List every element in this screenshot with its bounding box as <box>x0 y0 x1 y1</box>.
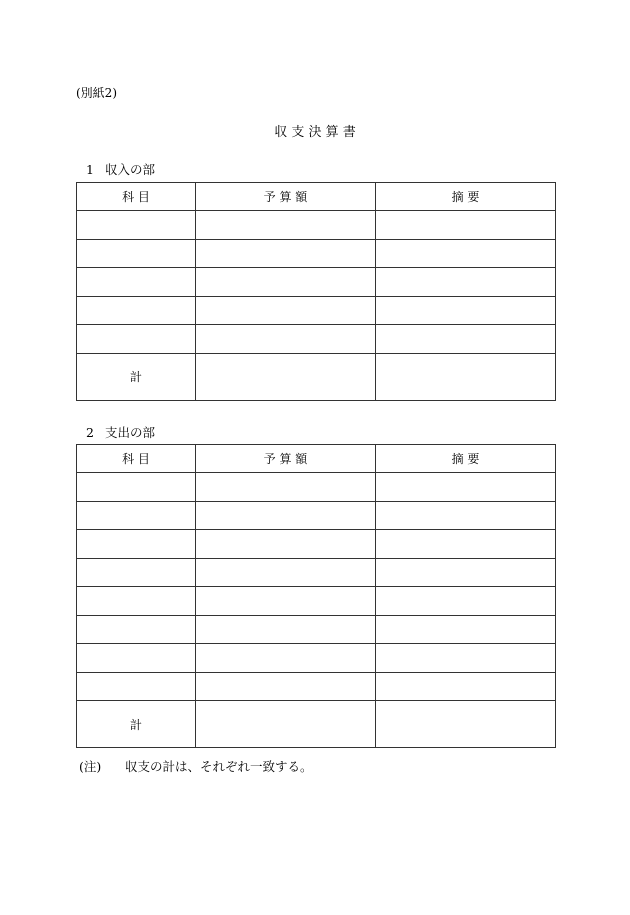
summary-cell <box>376 558 556 587</box>
table-row <box>77 501 556 530</box>
summary-cell <box>376 239 556 268</box>
section-heading-expense <box>86 423 155 441</box>
section-title: 支出の部 <box>105 425 156 440</box>
budget-cell <box>196 501 376 530</box>
budget-cell <box>196 268 376 297</box>
footnote-text: 収支の計は、それぞれ一致する。 <box>125 759 313 774</box>
item-cell <box>77 615 196 644</box>
section-number: 1 <box>86 162 94 177</box>
budget-cell <box>196 325 376 354</box>
item-cell <box>77 501 196 530</box>
summary-cell <box>376 473 556 502</box>
header-cell-budget: 予 算 額 <box>196 445 376 473</box>
budget-cell <box>196 615 376 644</box>
item-cell <box>77 211 196 240</box>
budget-cell <box>196 530 376 559</box>
summary-cell <box>376 501 556 530</box>
budget-cell <box>196 296 376 325</box>
total-label: 計 <box>77 701 196 748</box>
table-row <box>77 587 556 616</box>
table-row <box>77 672 556 701</box>
table-row <box>77 325 556 354</box>
section-number: 2 <box>86 425 94 440</box>
total-budget-cell <box>196 353 376 400</box>
item-cell <box>77 644 196 673</box>
budget-cell <box>196 587 376 616</box>
item-cell <box>77 239 196 268</box>
table-header-row <box>77 183 556 211</box>
item-cell <box>77 672 196 701</box>
table-row <box>77 268 556 297</box>
summary-cell <box>376 296 556 325</box>
item-cell <box>77 587 196 616</box>
summary-cell <box>376 672 556 701</box>
summary-cell <box>376 268 556 297</box>
table-row <box>77 615 556 644</box>
summary-cell <box>376 530 556 559</box>
total-summary-cell <box>376 353 556 400</box>
header-cell-summary: 摘 要 <box>376 445 556 473</box>
section-heading-income <box>86 160 155 178</box>
section-title: 収入の部 <box>105 162 156 177</box>
item-cell <box>77 558 196 587</box>
total-row <box>77 701 556 748</box>
header-cell-item: 科 目 <box>77 183 196 211</box>
header-cell-summary: 摘 要 <box>376 183 556 211</box>
total-summary-cell <box>376 701 556 748</box>
header-cell-budget: 予 算 額 <box>196 183 376 211</box>
expense-table <box>76 444 556 748</box>
summary-cell <box>376 587 556 616</box>
summary-cell <box>376 615 556 644</box>
table-row <box>77 296 556 325</box>
summary-cell <box>376 211 556 240</box>
document-title: 収 支 決 算 書 <box>274 125 356 140</box>
table-row <box>77 239 556 268</box>
table-row <box>77 473 556 502</box>
budget-cell <box>196 211 376 240</box>
footnote <box>79 757 313 775</box>
table-header-row <box>77 445 556 473</box>
summary-cell <box>376 325 556 354</box>
item-cell <box>77 473 196 502</box>
attachment-label: (別紙2) <box>76 86 117 100</box>
budget-cell <box>196 239 376 268</box>
item-cell <box>77 296 196 325</box>
budget-cell <box>196 672 376 701</box>
item-cell <box>77 268 196 297</box>
table-row <box>77 558 556 587</box>
item-cell <box>77 530 196 559</box>
table-row <box>77 644 556 673</box>
total-row <box>77 353 556 400</box>
item-cell <box>77 325 196 354</box>
total-budget-cell <box>196 701 376 748</box>
table-row <box>77 211 556 240</box>
table-row <box>77 530 556 559</box>
total-label: 計 <box>77 353 196 400</box>
footnote-mark: (注) <box>79 759 102 774</box>
budget-cell <box>196 644 376 673</box>
header-cell-item: 科 目 <box>77 445 196 473</box>
budget-cell <box>196 473 376 502</box>
budget-cell <box>196 558 376 587</box>
summary-cell <box>376 644 556 673</box>
income-table <box>76 182 556 401</box>
